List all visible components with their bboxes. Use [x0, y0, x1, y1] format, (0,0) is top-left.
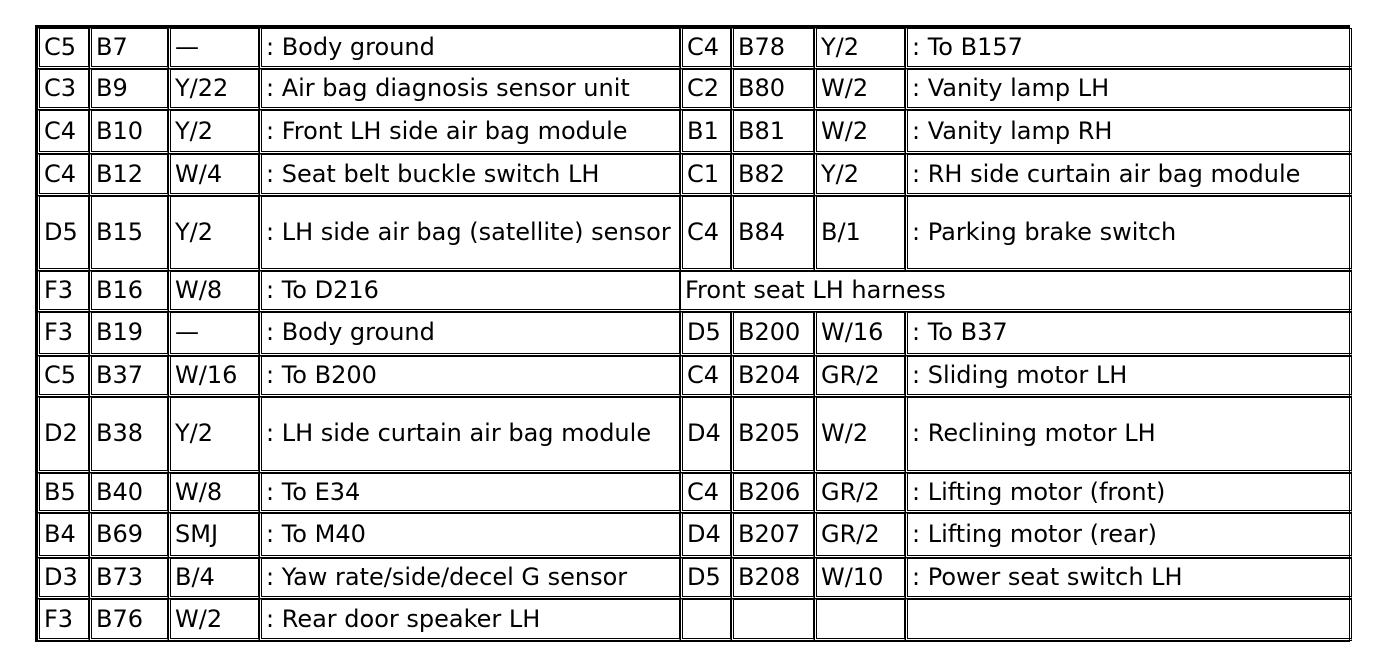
- left-description-cell: : Body ground: [259, 312, 680, 357]
- connector-table: [37, 28, 1352, 641]
- table-row: [37, 312, 1352, 357]
- right-grid-cell: C4: [680, 28, 731, 69]
- left-description-cell: : LH side curtain air bag module: [259, 397, 680, 472]
- left-grid-cell: D3: [37, 558, 89, 599]
- right-grid-cell: C1: [680, 154, 731, 196]
- right-description-cell: : Reclining motor LH: [905, 397, 1352, 472]
- right-connector-cell: B204: [731, 356, 814, 397]
- connector-table-body: [37, 28, 1352, 641]
- connector-table-frame: [35, 25, 1350, 642]
- left-grid-cell: C4: [37, 110, 89, 155]
- right-grid-cell: [680, 599, 731, 641]
- left-connector-cell: B12: [89, 154, 168, 196]
- left-color-pins-cell: W/8: [168, 271, 259, 312]
- right-color-pins-cell: B/1: [814, 196, 905, 270]
- right-description-cell: : Parking brake switch: [905, 196, 1352, 270]
- left-color-pins-cell: Y/2: [168, 196, 259, 270]
- right-description-cell: [905, 599, 1352, 641]
- left-grid-cell: F3: [37, 271, 89, 312]
- right-grid-cell: C4: [680, 356, 731, 397]
- left-description-cell: : To E34: [259, 473, 680, 514]
- right-description-cell: : Vanity lamp RH: [905, 110, 1352, 155]
- right-description-cell: : RH side curtain air bag module: [905, 154, 1352, 196]
- left-connector-cell: B38: [89, 397, 168, 472]
- right-connector-cell: B207: [731, 513, 814, 558]
- left-color-pins-cell: —: [168, 28, 259, 69]
- left-connector-cell: B19: [89, 312, 168, 357]
- table-row: [37, 558, 1352, 599]
- right-color-pins-cell: W/2: [814, 69, 905, 110]
- right-color-pins-cell: W/2: [814, 397, 905, 472]
- right-connector-cell: B205: [731, 397, 814, 472]
- table-row: [37, 154, 1352, 196]
- right-grid-cell: B1: [680, 110, 731, 155]
- left-description-cell: : To D216: [259, 271, 680, 312]
- left-description-cell: : To B200: [259, 356, 680, 397]
- left-color-pins-cell: W/2: [168, 599, 259, 641]
- left-description-cell: : Rear door speaker LH: [259, 599, 680, 641]
- left-connector-cell: B10: [89, 110, 168, 155]
- left-grid-cell: C3: [37, 69, 89, 110]
- left-description-cell: : Yaw rate/side/decel G sensor: [259, 558, 680, 599]
- left-grid-cell: C5: [37, 28, 89, 69]
- right-description-cell: : Sliding motor LH: [905, 356, 1352, 397]
- left-color-pins-cell: W/4: [168, 154, 259, 196]
- right-color-pins-cell: GR/2: [814, 356, 905, 397]
- right-connector-cell: B82: [731, 154, 814, 196]
- table-row: [37, 397, 1352, 472]
- left-grid-cell: D5: [37, 196, 89, 270]
- right-color-pins-cell: W/16: [814, 312, 905, 357]
- right-grid-cell: D4: [680, 397, 731, 472]
- left-connector-cell: B69: [89, 513, 168, 558]
- left-grid-cell: B5: [37, 473, 89, 514]
- left-color-pins-cell: B/4: [168, 558, 259, 599]
- table-row: [37, 473, 1352, 514]
- right-grid-cell: D5: [680, 558, 731, 599]
- right-connector-cell: B206: [731, 473, 814, 514]
- left-description-cell: : LH side air bag (satellite) sensor: [259, 196, 680, 270]
- left-grid-cell: D2: [37, 397, 89, 472]
- left-connector-cell: B73: [89, 558, 168, 599]
- right-grid-cell: C4: [680, 473, 731, 514]
- left-color-pins-cell: SMJ: [168, 513, 259, 558]
- right-color-pins-cell: [814, 599, 905, 641]
- right-connector-cell: B200: [731, 312, 814, 357]
- table-row: [37, 599, 1352, 641]
- right-description-cell: : Lifting motor (front): [905, 473, 1352, 514]
- left-connector-cell: B16: [89, 271, 168, 312]
- left-connector-cell: B15: [89, 196, 168, 270]
- left-color-pins-cell: Y/22: [168, 69, 259, 110]
- right-description-cell: : To B37: [905, 312, 1352, 357]
- left-grid-cell: B4: [37, 513, 89, 558]
- left-description-cell: : Body ground: [259, 28, 680, 69]
- left-connector-cell: B37: [89, 356, 168, 397]
- right-connector-cell: B208: [731, 558, 814, 599]
- left-description-cell: : To M40: [259, 513, 680, 558]
- right-grid-cell: D5: [680, 312, 731, 357]
- table-row: [37, 513, 1352, 558]
- left-connector-cell: B76: [89, 599, 168, 641]
- right-color-pins-cell: W/2: [814, 110, 905, 155]
- left-description-cell: : Front LH side air bag module: [259, 110, 680, 155]
- table-row: [37, 110, 1352, 155]
- left-color-pins-cell: W/8: [168, 473, 259, 514]
- left-color-pins-cell: Y/2: [168, 397, 259, 472]
- left-description-cell: : Seat belt buckle switch LH: [259, 154, 680, 196]
- right-color-pins-cell: W/10: [814, 558, 905, 599]
- right-color-pins-cell: Y/2: [814, 28, 905, 69]
- right-color-pins-cell: GR/2: [814, 513, 905, 558]
- table-row: [37, 271, 1352, 312]
- right-description-cell: : To B157: [905, 28, 1352, 69]
- left-connector-cell: B7: [89, 28, 168, 69]
- left-color-pins-cell: Y/2: [168, 110, 259, 155]
- table-row: [37, 196, 1352, 270]
- left-grid-cell: F3: [37, 312, 89, 357]
- right-description-cell: : Power seat switch LH: [905, 558, 1352, 599]
- table-row: [37, 28, 1352, 69]
- left-description-cell: : Air bag diagnosis sensor unit: [259, 69, 680, 110]
- right-color-pins-cell: Y/2: [814, 154, 905, 196]
- right-connector-cell: B80: [731, 69, 814, 110]
- right-color-pins-cell: GR/2: [814, 473, 905, 514]
- right-connector-cell: B78: [731, 28, 814, 69]
- harness-section-heading: Front seat LH harness: [680, 271, 1352, 312]
- right-grid-cell: D4: [680, 513, 731, 558]
- right-grid-cell: C2: [680, 69, 731, 110]
- left-grid-cell: C5: [37, 356, 89, 397]
- table-row: [37, 69, 1352, 110]
- left-grid-cell: C4: [37, 154, 89, 196]
- left-connector-cell: B9: [89, 69, 168, 110]
- left-color-pins-cell: —: [168, 312, 259, 357]
- left-grid-cell: F3: [37, 599, 89, 641]
- left-connector-cell: B40: [89, 473, 168, 514]
- right-connector-cell: B81: [731, 110, 814, 155]
- right-connector-cell: [731, 599, 814, 641]
- right-description-cell: : Lifting motor (rear): [905, 513, 1352, 558]
- left-color-pins-cell: W/16: [168, 356, 259, 397]
- right-grid-cell: C4: [680, 196, 731, 270]
- right-connector-cell: B84: [731, 196, 814, 270]
- right-description-cell: : Vanity lamp LH: [905, 69, 1352, 110]
- table-row: [37, 356, 1352, 397]
